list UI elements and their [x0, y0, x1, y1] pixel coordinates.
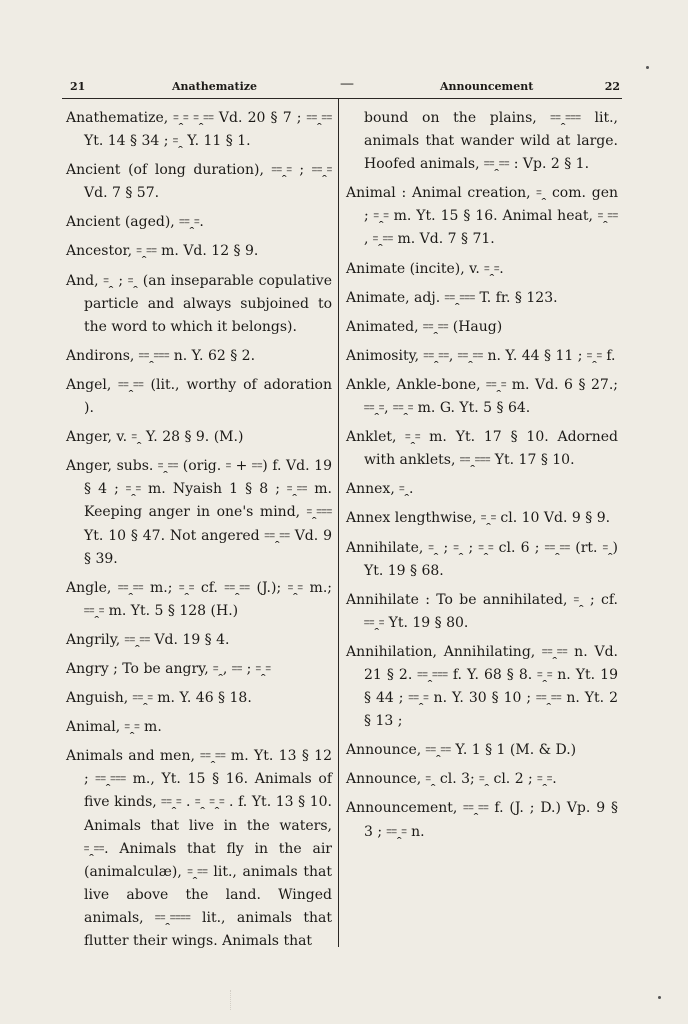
- entry: And, ꞊ꞈ ; ꞊ꞈ (an inseparable copulative particle and always subjoined to the word to which it belongs).: [66, 272, 332, 335]
- entry: Angry ; To be angry, ꞊ꞈ, ꞊꞊ ; ꞊ꞈ꞊: [66, 660, 271, 677]
- entry: Animal, ꞊ꞈ꞊ m.: [66, 719, 162, 736]
- entry: Annex, ꞊ꞈ.: [346, 481, 414, 498]
- entry: Ankle, Ankle-bone, ꞊꞊ꞈ꞊ m. Vd. 6 § 27.; ꞊꞊ꞈ꞊, ꞊꞊ꞈ꞊ m. G. Yt. 5 § 64.: [346, 376, 618, 417]
- entry: Angle, ꞊꞊ꞈ꞊꞊ m.; ꞊ꞈ꞊ cf. ꞊꞊ꞈ꞊꞊ (J.); ꞊ꞈ꞊ m.; ꞊꞊ꞈ꞊ m. Yt. 5 § 128 (H.): [66, 579, 332, 619]
- entry: Ancient (aged), ꞊꞊ꞈ꞊.: [66, 214, 204, 231]
- header-rule: [62, 98, 622, 99]
- entry: Anger, subs. ꞊ꞈ꞊꞊ (orig. ꞊ + ꞊꞊) f. Vd. 19 § 4 ; ꞊ꞈ꞊ m. Nyaish 1 § 8 ; ꞊ꞈ꞊꞊ m. Keeping anger in one's mind, ꞊ꞈ꞊꞊꞊ Yt. 10 § 47. Not angered ꞊꞊ꞈ꞊꞊ Vd. 9 § 39.: [66, 458, 332, 567]
- entry: Anguish, ꞊꞊ꞈ꞊ m. Y. 46 § 18.: [66, 690, 252, 707]
- entry: Animal : Animal creation, ꞊ꞈ com. gen ; ꞊ꞈ꞊ m. Yt. 15 § 16. Animal heat, ꞊ꞈ꞊꞊ , ꞊ꞈ꞊꞊ m. Vd. 7 § 71.: [346, 185, 618, 248]
- right-page-number: 22: [604, 80, 620, 93]
- entry: Announce, ꞊ꞈ cl. 3; ꞊ꞈ cl. 2 ; ꞊ꞈ꞊.: [346, 771, 557, 788]
- entry: Announce, ꞊꞊ꞈ꞊꞊ Y. 1 § 1 (M. & D.): [346, 742, 577, 759]
- entry: Angrily, ꞊꞊ꞈ꞊꞊ Vd. 19 § 4.: [66, 631, 230, 648]
- paper-mark: [230, 990, 271, 1010]
- paper-speck: [658, 996, 661, 999]
- entry: Annihilate : To be annihilated, ꞊ꞈ ; cf. ꞊꞊ꞈ꞊ Yt. 19 § 80.: [346, 591, 618, 631]
- entry: Ancient (of long duration), ꞊꞊ꞈ꞊ ; ꞊꞊ꞈ꞊ Vd. 7 § 57.: [66, 162, 332, 202]
- entry: Andirons, ꞊꞊ꞈ꞊꞊꞊ n. Y. 62 § 2.: [66, 347, 256, 364]
- header-dash: —: [340, 76, 354, 92]
- paper-speck: [646, 66, 649, 69]
- column-divider: [338, 99, 339, 947]
- left-column: [66, 107, 332, 959]
- entry: Animate, adj. ꞊꞊ꞈ꞊꞊꞊ T. fr. § 123.: [346, 289, 558, 306]
- entry: Animate (incite), v. ꞊ꞈ꞊.: [346, 260, 504, 277]
- running-header: [62, 78, 622, 98]
- entry: Annex lengthwise, ꞊ꞈ꞊ cl. 10 Vd. 9 § 9.: [346, 510, 611, 527]
- right-column: [346, 107, 618, 850]
- entry: Anger, v. ꞊ꞈ Y. 28 § 9. (M.): [66, 429, 244, 446]
- entry: Annihilate, ꞊ꞈ ; ꞊ꞈ ; ꞊ꞈ꞊ cl. 6 ; ꞊꞊ꞈ꞊꞊ (rt. ꞊ꞈ) Yt. 19 § 68.: [346, 539, 618, 579]
- entry: Angel, ꞊꞊ꞈ꞊꞊ (lit., worthy of adoration ).: [66, 376, 332, 417]
- entry: Animosity, ꞊꞊ꞈ꞊꞊, ꞊꞊ꞈ꞊꞊ n. Y. 44 § 11 ; ꞊ꞈ꞊ f.: [346, 347, 616, 364]
- left-page-number: 21: [70, 80, 86, 93]
- entry: Animals and men, ꞊꞊ꞈ꞊꞊ m. Yt. 13 § 12 ; ꞊꞊ꞈ꞊꞊꞊ m., Yt. 15 § 16. Animals of five kinds, ꞊꞊ꞈ꞊ . ꞊ꞈ ꞊ꞈ꞊ . f. Yt. 13 § 10. Animals that live in the waters, ꞊ꞈ꞊꞊. Animals that fly in the air (animalculæ), ꞊ꞈ꞊꞊ lit., animals that live above the land. Winged animals, ꞊꞊ꞈ꞊꞊꞊꞊ lit., animals that flutter their wings. Animals that: [66, 748, 332, 949]
- entry: Announcement, ꞊꞊ꞈ꞊꞊ f. (J. ; D.) Vp. 9 § 3 ; ꞊꞊ꞈ꞊ n.: [346, 800, 618, 840]
- right-guide-word: Announcement: [440, 80, 534, 93]
- entry: Ancestor, ꞊ꞈ꞊꞊ m. Vd. 12 § 9.: [66, 243, 259, 260]
- entry-continuation: bound on the plains, ꞊꞊ꞈ꞊꞊꞊ lit., animals that wander wild at large. Hoofed animals, ꞊꞊ꞈ꞊꞊ : Vp. 2 § 1.: [364, 110, 618, 173]
- entry: Animated, ꞊꞊ꞈ꞊꞊ (Haug): [346, 318, 503, 335]
- entry: Anklet, ꞊ꞈ꞊ m. Yt. 17 § 10. Adorned with anklets, ꞊꞊ꞈ꞊꞊꞊ Yt. 17 § 10.: [346, 429, 618, 469]
- entry: Annihilation, Annihilating, ꞊꞊ꞈ꞊꞊ n. Vd. 21 § 2. ꞊꞊ꞈ꞊꞊꞊ f. Y. 68 § 8. ꞊ꞈ꞊ n. Yt. 19 § 44 ; ꞊꞊ꞈ꞊ n. Y. 30 § 10 ; ꞊꞊ꞈ꞊꞊ n. Yt. 2 § 13 ;: [346, 643, 618, 730]
- left-guide-word: Anathematize: [172, 80, 258, 93]
- entry: Anathematize, ꞊ꞈ꞊ ꞊ꞈ꞊꞊ Vd. 20 § 7 ; ꞊꞊ꞈ꞊꞊ Yt. 14 § 34 ; ꞊ꞈ Y. 11 § 1.: [66, 110, 332, 150]
